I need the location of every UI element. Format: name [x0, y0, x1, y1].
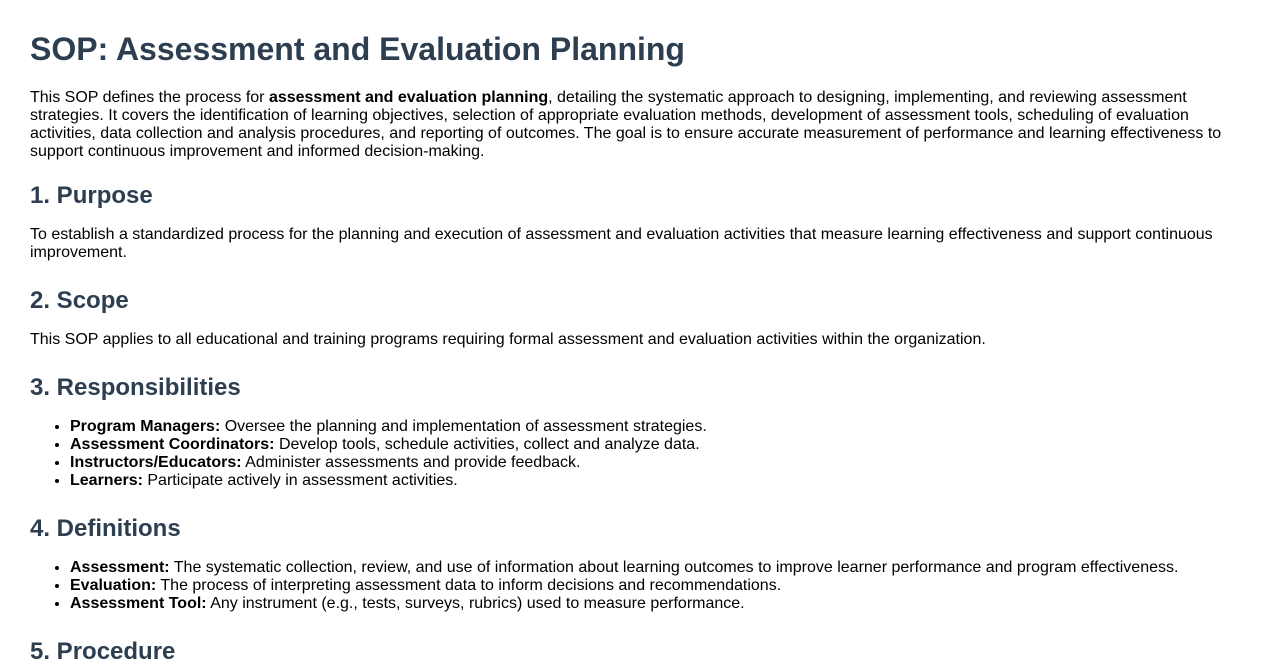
list-item-desc: Administer assessments and provide feedback.: [241, 454, 581, 471]
section-heading-responsibilities: 3. Responsibilities: [30, 374, 241, 401]
intro-paragraph: [30, 89, 1233, 161]
section-heading-procedure: 5. Procedure: [30, 638, 176, 665]
section-heading-purpose: 1. Purpose: [30, 182, 153, 209]
list-item-term: Assessment Tool:: [70, 595, 207, 612]
intro-text-before: This SOP defines the process for: [30, 89, 269, 106]
purpose-paragraph: To establish a standardized process for the planning and execution of assessment and evaluation activities that measure learning effectiveness and support continuous improvement.: [30, 226, 1213, 261]
intro-text-after: , detailing the systematic approach to designing, implementing, and reviewing assessment strategies. It covers the identification of learning objectives, selection of appropriate evaluation methods, development of assessment tools, scheduling of evaluation activities, data collection and analysis procedures, and reporting of outcomes. The goal is to ensure accurate measurement of performance and learning effectiveness to support continuous improvement and informed decision-making.: [30, 89, 1222, 160]
list-item-term: Assessment:: [70, 559, 170, 576]
list-item-desc: Oversee the planning and implementation of assessment strategies.: [220, 418, 707, 435]
section-heading-definitions: 4. Definitions: [30, 515, 181, 542]
responsibilities-list: [30, 418, 1233, 490]
list-item: [70, 559, 1233, 577]
list-item-desc: The systematic collection, review, and use of information about learning outcomes to improve learner performance and program effectiveness.: [169, 559, 1179, 576]
intro-text-bold: assessment and evaluation planning: [268, 89, 549, 106]
scope-paragraph: This SOP applies to all educational and training programs requiring formal assessment and evaluation activities within the organization.: [30, 331, 986, 348]
list-item: [70, 436, 1233, 454]
list-item-term: Assessment Coordinators:: [70, 436, 275, 453]
list-item: [70, 418, 1233, 436]
list-item-term: Evaluation:: [70, 577, 157, 594]
list-item: [70, 454, 1233, 472]
list-item-desc: The process of interpreting assessment data to inform decisions and recommendations.: [156, 577, 782, 594]
definitions-list: [30, 559, 1233, 613]
list-item-desc: Participate actively in assessment activities.: [142, 472, 458, 489]
list-item-desc: Any instrument (e.g., tests, surveys, rubrics) used to measure performance.: [206, 595, 745, 612]
list-item-term: Learners:: [70, 472, 143, 489]
list-item: [70, 595, 1233, 613]
list-item-term: Instructors/Educators:: [70, 454, 242, 471]
section-heading-scope: 2. Scope: [30, 287, 129, 314]
list-item: [70, 577, 1233, 595]
list-item: [70, 472, 1233, 490]
page-title: SOP: Assessment and Evaluation Planning: [30, 31, 685, 67]
list-item-term: Program Managers:: [70, 418, 221, 435]
list-item-desc: Develop tools, schedule activities, collect and analyze data.: [274, 436, 700, 453]
